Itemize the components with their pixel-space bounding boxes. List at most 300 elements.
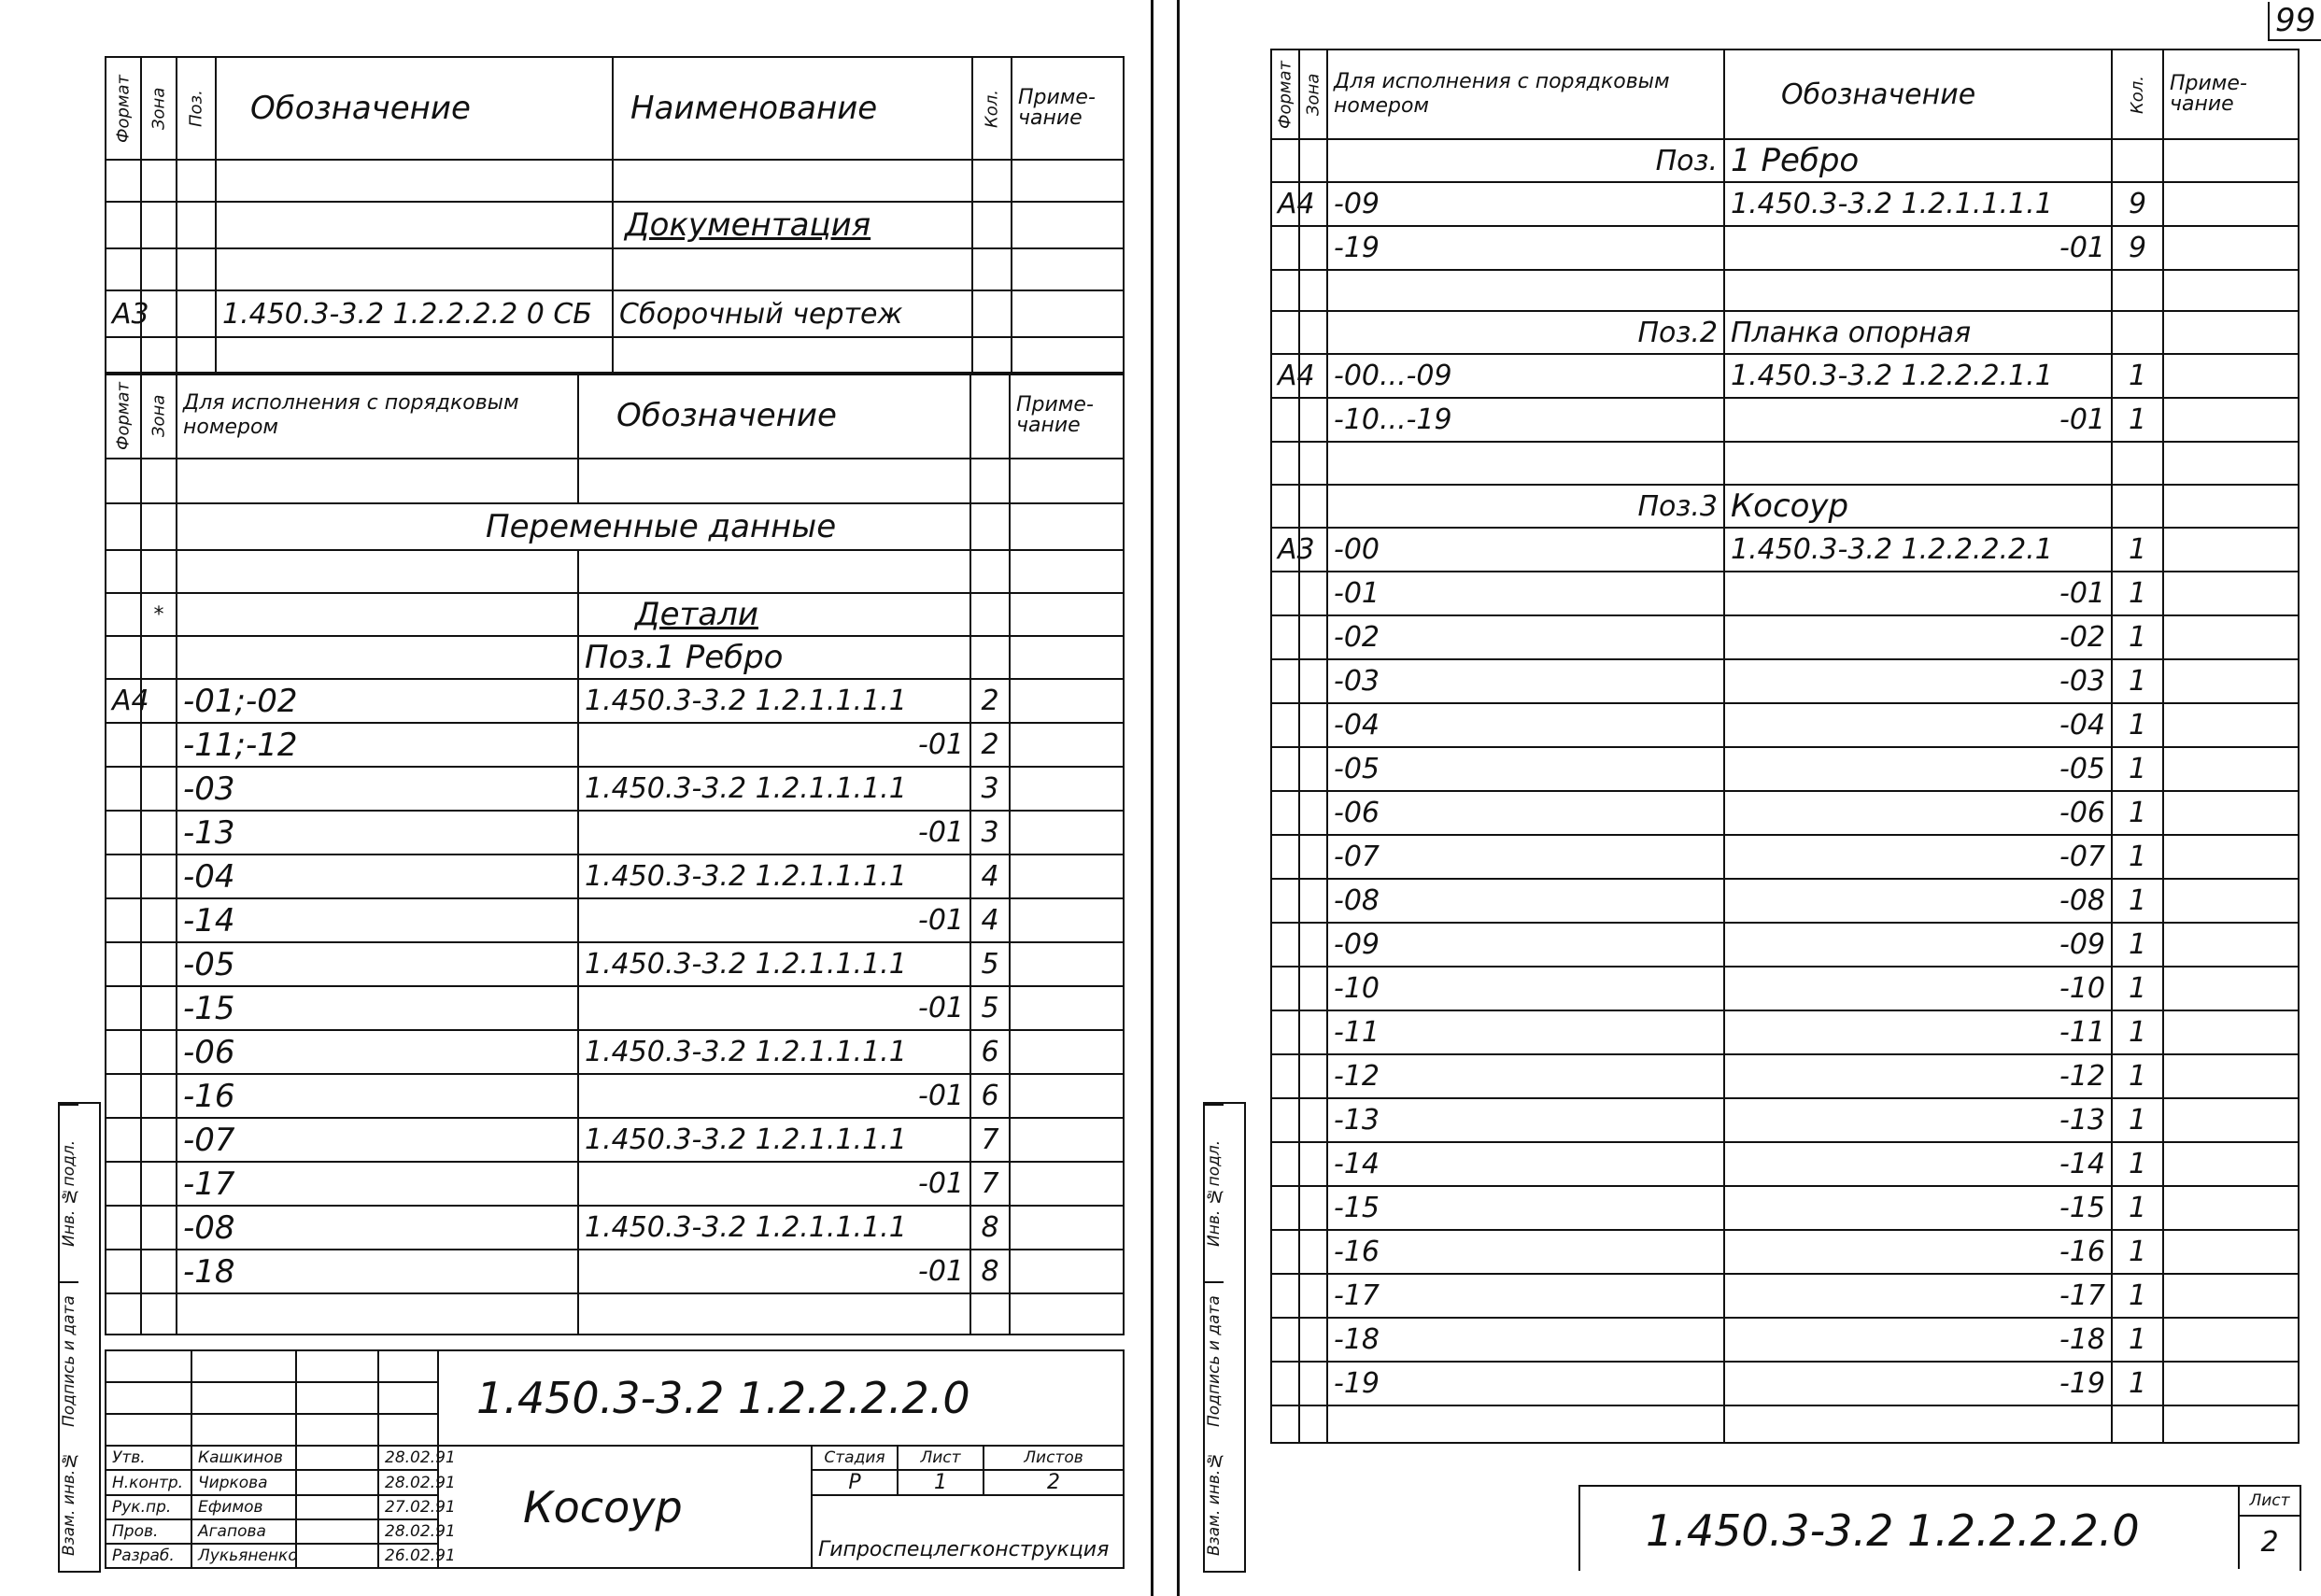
row-zone <box>141 1030 177 1074</box>
right-sheet-value: 2 <box>2260 1526 2279 1559</box>
row-note <box>1010 1118 1124 1162</box>
row-note <box>2163 879 2299 923</box>
row-designation: 1.450.3-3.2 1.2.1.1.1.1 <box>578 1030 970 1074</box>
row-zone <box>1299 615 1327 659</box>
pos2-name: Планка опорная <box>1724 311 2112 354</box>
row-designation: -01 <box>578 723 970 767</box>
side-replace-inv: Взам. инв.№ <box>60 1450 78 1557</box>
row-exec: -05 <box>177 942 578 986</box>
row-note <box>2163 747 2299 791</box>
row-zone <box>1299 923 1327 967</box>
row-qty: 2 <box>970 679 1010 723</box>
table-row <box>106 1030 1124 1074</box>
sheets-header: Листов <box>984 1446 1124 1470</box>
right-sheet-header: Лист <box>2240 1487 2300 1517</box>
row-format <box>1271 1054 1299 1098</box>
r-hdr-qty: Кол. <box>2112 49 2163 139</box>
row-exec: -00 <box>1327 528 1724 572</box>
right-pos1-rows <box>1271 182 2299 270</box>
table-row <box>1271 226 2299 270</box>
row-zone <box>1299 1098 1327 1142</box>
row-note <box>2163 1274 2299 1318</box>
row-qty: 2 <box>970 723 1010 767</box>
row-exec: -19 <box>1327 226 1724 270</box>
row-note <box>1010 1250 1124 1293</box>
signature-project-lead <box>296 1495 378 1519</box>
row-zone <box>1299 747 1327 791</box>
row-note <box>2163 1010 2299 1054</box>
row-note <box>2163 572 2299 615</box>
details-title: Детали <box>578 593 970 636</box>
right-pos3-rows <box>1271 528 2299 1405</box>
row-format <box>1271 1010 1299 1054</box>
hdr-zone: Зона <box>141 57 177 160</box>
row-zone <box>1299 1054 1327 1098</box>
row-exec: -15 <box>177 986 578 1030</box>
row-zone <box>1299 1186 1327 1230</box>
variable-data-title: Переменные данные <box>177 503 970 550</box>
pos2-label: Поз.2 <box>1327 311 1724 354</box>
left-stamp <box>105 1349 1125 1569</box>
table-row <box>106 1118 1124 1162</box>
table-row <box>106 1074 1124 1118</box>
row-designation: -05 <box>1724 747 2112 791</box>
row-exec: -14 <box>1327 1142 1724 1186</box>
row-designation: 1.450.3-3.2 1.2.2.2.2.1 <box>1724 528 2112 572</box>
table-row <box>1271 1186 2299 1230</box>
row-designation: 1.450.3-3.2 1.2.1.1.1.1 <box>578 679 970 723</box>
row-note <box>2163 528 2299 572</box>
row-zone <box>141 854 177 898</box>
row-qty: 7 <box>970 1118 1010 1162</box>
doc-designation: 1.450.3-3.2 1.2.2.2.2 0 СБ <box>216 290 613 337</box>
row-note <box>2163 967 2299 1010</box>
row-zone <box>1299 967 1327 1010</box>
side-inv-orig: Инв. №подл. <box>60 1104 78 1281</box>
role-checked: Пров. <box>106 1519 191 1544</box>
row-note <box>2163 398 2299 442</box>
table-row <box>106 854 1124 898</box>
row-format <box>106 767 141 811</box>
org-name: Гипроспецлегконструкция <box>812 1495 1124 1568</box>
var-hdr-format: Формат <box>106 373 141 459</box>
row-format <box>1271 1318 1299 1362</box>
row-qty: 1 <box>2112 1142 2163 1186</box>
role-norm-control: Н.контр. <box>106 1470 191 1495</box>
pos1-name: 1 Ребро <box>1724 139 2112 182</box>
date-project-lead: 27.02.91 <box>378 1495 438 1519</box>
row-designation: -17 <box>1724 1274 2112 1318</box>
left-top-table <box>105 56 1125 375</box>
row-qty: 3 <box>970 811 1010 854</box>
row-format <box>1271 398 1299 442</box>
row-exec: -05 <box>1327 747 1724 791</box>
row-note <box>1010 1206 1124 1250</box>
right-stamp-code: 1.450.3-3.2 1.2.2.2.2.0 <box>1646 1505 2140 1556</box>
row-exec: -13 <box>1327 1098 1724 1142</box>
row-note <box>1010 811 1124 854</box>
row-exec: -10 <box>1327 967 1724 1010</box>
row-zone <box>1299 572 1327 615</box>
table-row <box>106 986 1124 1030</box>
date-norm-control: 28.02.91 <box>378 1470 438 1495</box>
row-qty: 7 <box>970 1162 1010 1206</box>
table-row <box>1271 615 2299 659</box>
row-exec: -04 <box>1327 703 1724 747</box>
row-format <box>106 854 141 898</box>
row-designation: -06 <box>1724 791 2112 835</box>
row-designation: -02 <box>1724 615 2112 659</box>
row-zone <box>1299 791 1327 835</box>
row-note <box>2163 1054 2299 1098</box>
row-zone <box>141 986 177 1030</box>
row-designation: -07 <box>1724 835 2112 879</box>
row-qty: 5 <box>970 986 1010 1030</box>
table-row <box>1271 1318 2299 1362</box>
row-exec: -00...-09 <box>1327 354 1724 398</box>
r-hdr-designation: Обозначение <box>1724 49 2112 139</box>
row-format: А4 <box>1271 354 1299 398</box>
table-row <box>1271 572 2299 615</box>
table-row <box>1271 791 2299 835</box>
table-row <box>1271 1098 2299 1142</box>
row-exec: -14 <box>177 898 578 942</box>
row-exec: -12 <box>1327 1054 1724 1098</box>
table-row <box>1271 879 2299 923</box>
row-format <box>1271 1186 1299 1230</box>
row-designation: 1.450.3-3.2 1.2.1.1.1.1 <box>578 767 970 811</box>
row-zone <box>1299 659 1327 703</box>
row-format <box>1271 835 1299 879</box>
row-exec: -16 <box>1327 1230 1724 1274</box>
row-designation: -18 <box>1724 1318 2112 1362</box>
var-hdr-note: Приме-чание <box>1010 373 1124 459</box>
row-zone <box>1299 1318 1327 1362</box>
row-format <box>1271 615 1299 659</box>
var-hdr-for-exec: Для исполнения с порядковым номером <box>177 373 578 459</box>
row-designation: -01 <box>578 1074 970 1118</box>
right-side-sign-date: Подпись и дата <box>1205 1281 1224 1440</box>
row-qty: 8 <box>970 1250 1010 1293</box>
stage-value: Р <box>812 1470 898 1495</box>
row-exec: -06 <box>177 1030 578 1074</box>
table-row <box>1271 1054 2299 1098</box>
r-hdr-for-exec: Для исполнения с порядковым номером <box>1327 49 1724 139</box>
row-format: А3 <box>1271 528 1299 572</box>
var-hdr-designation: Обозначение <box>578 373 970 459</box>
row-qty: 8 <box>970 1206 1010 1250</box>
row-exec: -01 <box>1327 572 1724 615</box>
row-exec: -08 <box>1327 879 1724 923</box>
row-designation: -14 <box>1724 1142 2112 1186</box>
row-exec: -11 <box>1327 1010 1724 1054</box>
row-format <box>106 723 141 767</box>
right-stamp <box>1578 1485 2301 1571</box>
row-designation: -01 <box>578 898 970 942</box>
row-exec: -06 <box>1327 791 1724 835</box>
row-qty: 6 <box>970 1030 1010 1074</box>
row-qty: 1 <box>2112 1010 2163 1054</box>
row-designation: -12 <box>1724 1054 2112 1098</box>
row-qty: 1 <box>2112 1098 2163 1142</box>
row-exec: -19 <box>1327 1362 1724 1405</box>
row-zone <box>1299 226 1327 270</box>
table-row <box>1271 747 2299 791</box>
row-format: А4 <box>1271 182 1299 226</box>
table-row <box>1271 182 2299 226</box>
row-note <box>1010 1162 1124 1206</box>
row-zone <box>141 1250 177 1293</box>
name-approved: Кашкинов <box>191 1446 296 1470</box>
table-row <box>1271 1142 2299 1186</box>
row-zone <box>141 1074 177 1118</box>
row-note <box>2163 615 2299 659</box>
table-row <box>1271 1274 2299 1318</box>
row-zone <box>1299 1142 1327 1186</box>
side-sign-date: Подпись и дата <box>60 1281 78 1440</box>
row-designation: -01 <box>578 1250 970 1293</box>
row-qty: 1 <box>2112 1054 2163 1098</box>
row-exec: -17 <box>177 1162 578 1206</box>
row-exec: -04 <box>177 854 578 898</box>
row-designation: -01 <box>1724 572 2112 615</box>
row-zone <box>141 942 177 986</box>
row-note <box>1010 1030 1124 1074</box>
row-designation: -01 <box>578 1162 970 1206</box>
var-hdr-zone: Зона <box>141 373 177 459</box>
row-format: А4 <box>106 679 141 723</box>
r-hdr-format: Формат <box>1271 49 1299 139</box>
row-exec: -18 <box>1327 1318 1724 1362</box>
row-format <box>1271 226 1299 270</box>
right-sheet <box>1158 0 2316 1596</box>
row-exec: -01;-02 <box>177 679 578 723</box>
right-side-stamp <box>1203 1102 1246 1573</box>
row-format <box>106 1118 141 1162</box>
row-zone <box>1299 1010 1327 1054</box>
row-format <box>1271 703 1299 747</box>
row-qty: 1 <box>2112 879 2163 923</box>
row-designation: -01 <box>1724 226 2112 270</box>
role-approved: Утв. <box>106 1446 191 1470</box>
table-row <box>106 942 1124 986</box>
row-designation: -04 <box>1724 703 2112 747</box>
row-note <box>2163 226 2299 270</box>
left-rows <box>106 679 1124 1293</box>
left-border-line <box>1151 0 1153 1596</box>
row-exec: -02 <box>1327 615 1724 659</box>
signature-norm-control <box>296 1470 378 1495</box>
row-designation: -11 <box>1724 1010 2112 1054</box>
table-row <box>1271 1230 2299 1274</box>
table-row <box>1271 398 2299 442</box>
table-row <box>106 898 1124 942</box>
row-zone <box>141 811 177 854</box>
r-hdr-zone: Зона <box>1299 49 1327 139</box>
pos3-label: Поз.3 <box>1327 485 1724 528</box>
row-exec: -16 <box>177 1074 578 1118</box>
table-row <box>1271 703 2299 747</box>
row-format <box>106 1250 141 1293</box>
row-format <box>106 1162 141 1206</box>
right-pos2-rows <box>1271 354 2299 442</box>
name-checked: Агапова <box>191 1519 296 1544</box>
row-format <box>1271 747 1299 791</box>
row-qty: 1 <box>2112 747 2163 791</box>
sheet-value: 1 <box>898 1470 984 1495</box>
table-row <box>1271 967 2299 1010</box>
left-sheet <box>0 0 1158 1596</box>
row-exec: -03 <box>1327 659 1724 703</box>
row-qty: 3 <box>970 767 1010 811</box>
row-qty: 9 <box>2112 182 2163 226</box>
row-note <box>2163 354 2299 398</box>
doc-format: А3 <box>106 290 141 337</box>
row-designation: 1.450.3-3.2 1.2.1.1.1.1 <box>578 1118 970 1162</box>
hdr-format: Формат <box>106 57 141 160</box>
row-qty: 1 <box>2112 1274 2163 1318</box>
row-format <box>1271 923 1299 967</box>
row-qty: 1 <box>2112 1230 2163 1274</box>
row-qty: 1 <box>2112 967 2163 1010</box>
row-designation: -19 <box>1724 1362 2112 1405</box>
row-zone <box>141 1118 177 1162</box>
row-zone <box>1299 879 1327 923</box>
row-qty: 6 <box>970 1074 1010 1118</box>
table-row <box>1271 1010 2299 1054</box>
row-zone <box>1299 1274 1327 1318</box>
row-qty: 1 <box>2112 398 2163 442</box>
row-note <box>2163 1142 2299 1186</box>
row-exec: -11;-12 <box>177 723 578 767</box>
row-zone <box>1299 835 1327 879</box>
table-row <box>1271 923 2299 967</box>
table-row <box>106 723 1124 767</box>
row-zone <box>141 1162 177 1206</box>
row-note <box>2163 703 2299 747</box>
table-row <box>1271 659 2299 703</box>
table-row <box>1271 1362 2299 1405</box>
left-var-table <box>105 372 1125 1335</box>
row-exec: -03 <box>177 767 578 811</box>
row-qty: 1 <box>2112 1318 2163 1362</box>
row-exec: -09 <box>1327 182 1724 226</box>
right-left-border-line <box>1177 0 1180 1596</box>
name-norm-control: Чиркова <box>191 1470 296 1495</box>
hdr-pos: Поз. <box>177 57 216 160</box>
pos1-title: Поз.1 Ребро <box>578 636 970 679</box>
row-qty: 4 <box>970 854 1010 898</box>
left-side-stamp <box>58 1102 101 1573</box>
row-note <box>1010 986 1124 1030</box>
row-qty: 1 <box>2112 572 2163 615</box>
row-designation: -13 <box>1724 1098 2112 1142</box>
row-exec: -07 <box>177 1118 578 1162</box>
row-zone <box>141 723 177 767</box>
date-approved: 28.02.91 <box>378 1446 438 1470</box>
row-zone <box>1299 703 1327 747</box>
row-note <box>1010 767 1124 811</box>
row-format <box>106 1206 141 1250</box>
row-format <box>1271 1098 1299 1142</box>
pos3-name: Косоур <box>1724 485 2112 528</box>
row-qty: 1 <box>2112 1186 2163 1230</box>
row-exec: -15 <box>1327 1186 1724 1230</box>
zone-mark: * <box>141 593 177 636</box>
row-qty: 1 <box>2112 659 2163 703</box>
row-designation: -10 <box>1724 967 2112 1010</box>
row-qty: 1 <box>2112 791 2163 835</box>
signature-developed <box>296 1544 378 1568</box>
row-exec: -13 <box>177 811 578 854</box>
sheet-header: Лист <box>898 1446 984 1470</box>
row-zone <box>1299 398 1327 442</box>
row-qty: 1 <box>2112 1362 2163 1405</box>
hdr-qty: Кол. <box>972 57 1012 160</box>
row-designation: 1.450.3-3.2 1.2.1.1.1.1 <box>1724 182 2112 226</box>
table-row <box>106 767 1124 811</box>
row-note <box>2163 923 2299 967</box>
row-designation: 1.450.3-3.2 1.2.2.2.1.1 <box>1724 354 2112 398</box>
row-zone <box>141 767 177 811</box>
r-hdr-note: Приме-чание <box>2163 49 2299 139</box>
right-table <box>1270 49 2300 1444</box>
table-row <box>106 1162 1124 1206</box>
row-format <box>1271 791 1299 835</box>
row-note <box>2163 1186 2299 1230</box>
table-row <box>106 1250 1124 1293</box>
row-format <box>106 898 141 942</box>
signature-approved <box>296 1446 378 1470</box>
hdr-note: Приме-чание <box>1012 57 1124 160</box>
row-format <box>1271 1274 1299 1318</box>
table-row <box>1271 354 2299 398</box>
stamp-code: 1.450.3-3.2 1.2.2.2.2.0 <box>438 1350 1124 1446</box>
sheets-value: 2 <box>984 1470 1124 1495</box>
row-qty: 1 <box>2112 615 2163 659</box>
row-format <box>106 986 141 1030</box>
row-note <box>1010 723 1124 767</box>
row-designation: 1.450.3-3.2 1.2.1.1.1.1 <box>578 854 970 898</box>
row-format <box>106 1074 141 1118</box>
pos1-label: Поз. <box>1327 139 1724 182</box>
row-qty: 1 <box>2112 923 2163 967</box>
stamp-title: Косоур <box>438 1446 812 1568</box>
right-stamp-sheet-box <box>2238 1487 2300 1569</box>
role-project-lead: Рук.пр. <box>106 1495 191 1519</box>
row-zone <box>141 1206 177 1250</box>
row-qty: 1 <box>2112 835 2163 879</box>
row-designation: 1.450.3-3.2 1.2.1.1.1.1 <box>578 1206 970 1250</box>
row-exec: -18 <box>177 1250 578 1293</box>
row-format <box>1271 879 1299 923</box>
row-format <box>1271 1142 1299 1186</box>
row-designation: -03 <box>1724 659 2112 703</box>
row-zone <box>1299 1362 1327 1405</box>
row-exec: -10...-19 <box>1327 398 1724 442</box>
page-number: 99 <box>2268 2 2321 41</box>
right-side-inv-orig: Инв. №подл. <box>1205 1104 1224 1281</box>
row-exec: -08 <box>177 1206 578 1250</box>
row-qty: 1 <box>2112 703 2163 747</box>
row-format <box>1271 1230 1299 1274</box>
row-note <box>2163 1098 2299 1142</box>
signature-checked <box>296 1519 378 1544</box>
row-note <box>2163 1230 2299 1274</box>
row-note <box>1010 679 1124 723</box>
row-note <box>2163 1362 2299 1405</box>
row-exec: -09 <box>1327 923 1724 967</box>
